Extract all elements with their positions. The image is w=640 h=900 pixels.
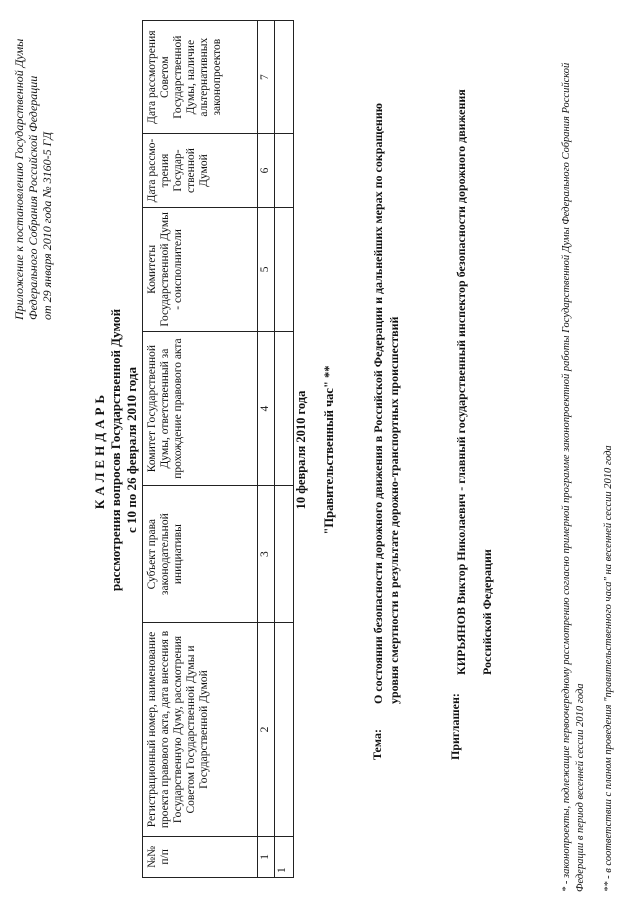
col-num-7: 7 — [258, 21, 275, 134]
appendix-line-2: Федерального Собрания Российской Федерации — [26, 75, 40, 320]
row-cell — [275, 134, 294, 207]
table-row — [275, 21, 294, 878]
col-num-1: 1 — [258, 836, 275, 877]
header-council-date: Дата рассмотрения Советом Государственной Думы, наличие альтернативных законопроектов — [143, 21, 258, 134]
appendix-note — [12, 20, 54, 320]
col-num-3: 3 — [258, 486, 275, 623]
row-number: 1 — [275, 836, 294, 877]
invited-text: КИРЬЯНОВ Виктор Николаевич - главный государственный инспектор безопасности дорожного движения Российской Федерации — [454, 89, 494, 675]
appendix-line-1: Приложение к постановлению Государственной Думы — [12, 38, 26, 320]
calendar-table — [142, 20, 294, 878]
header-number: №№ п/п — [143, 836, 258, 877]
government-hour: "Правительственный час" ** — [322, 365, 336, 535]
row-cell — [275, 332, 294, 486]
title-period: с 10 по 26 февраля 2010 года — [124, 367, 139, 533]
title-subheading: рассмотрения вопросов Государственной Думой — [108, 308, 123, 592]
session-date: 10 февраля 2010 года — [294, 390, 308, 510]
col-num-2: 2 — [258, 623, 275, 836]
header-co-executor-committees: Комитеты Государственной Думы - соисполнители — [143, 207, 258, 331]
topic-label: Тема: — [370, 729, 384, 760]
appendix-line-3: от 29 января 2010 года № 3160-5 ГД — [40, 131, 54, 320]
row-cell — [275, 21, 294, 134]
row-cell — [275, 486, 294, 623]
footnote-1: * - законопроекты, подлежащие первоочередному рассмотрению согласно примерной программе законопроектной работы Государственной Думы Федерального Собрания Российской Федерации в период весенней сессии 2010 года — [561, 62, 586, 892]
row-cell — [275, 623, 294, 836]
table-header-row — [143, 21, 258, 878]
header-registration: Регистрационный номер, наименование проекта правового акта, дата внесения в Государственную Думу, рассмотрения Советом Государственной Думы и Государственной Думой — [143, 623, 258, 836]
col-num-5: 5 — [258, 207, 275, 331]
header-duma-date: Дата рассмо-трения Государ-ственной Думой — [143, 134, 258, 207]
topic-text: О состоянии безопасности дорожного движения в Российской Федерации и дальнейших мерах по сокращению уровня смертности в результате дорожно-транспортных происшествий — [371, 103, 401, 704]
header-responsible-committee: Комитет Государственной Думы, ответственный за прохождение правового акта — [143, 332, 258, 486]
header-initiative-subject: Субъект права законодательной инициативы — [143, 486, 258, 623]
footnote-2: ** - в соответствии с планом проведения "правительственного часа" на весенней сессии 2010 года — [603, 445, 614, 892]
table-column-numbers — [258, 21, 275, 878]
col-num-6: 6 — [258, 134, 275, 207]
invited-label: Приглашен: — [448, 693, 462, 760]
title-heading: КАЛЕНДАРЬ — [92, 390, 107, 510]
row-cell — [275, 207, 294, 331]
calendar-title — [92, 240, 140, 660]
col-num-4: 4 — [258, 332, 275, 486]
